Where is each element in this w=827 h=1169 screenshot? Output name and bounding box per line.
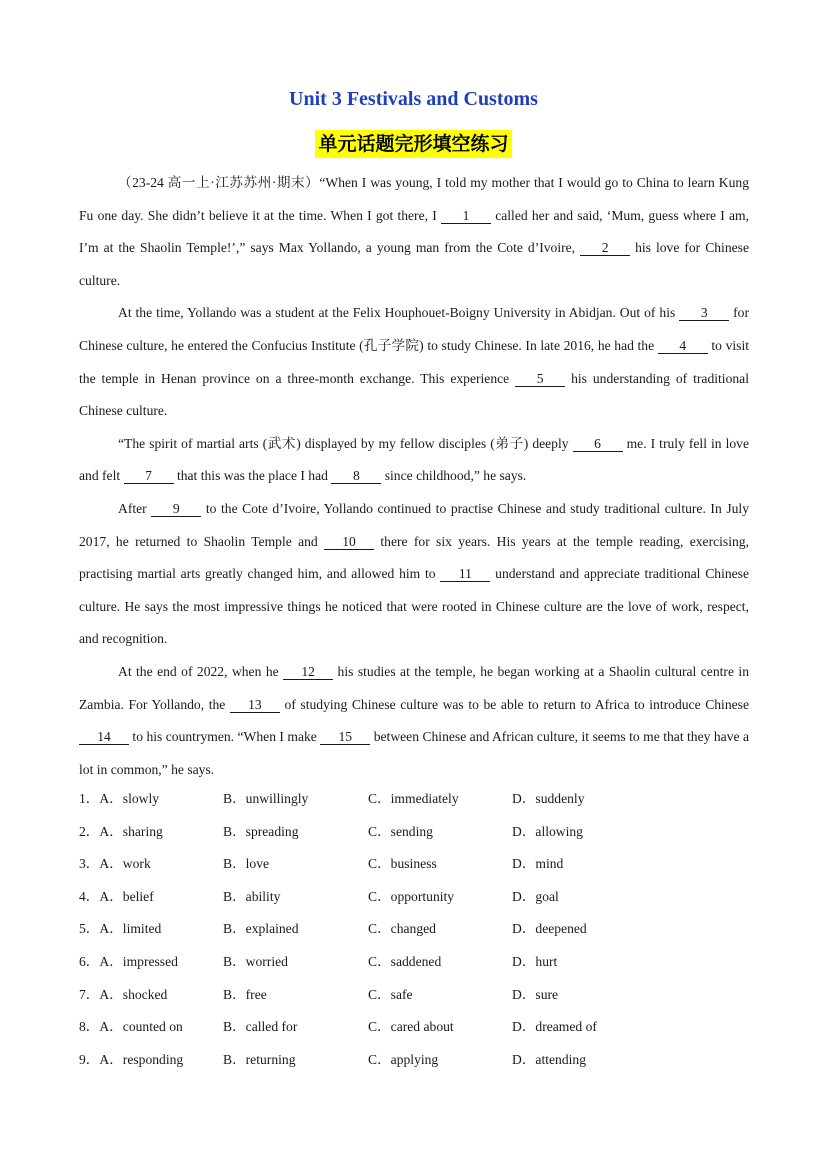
option-d: D．goal — [512, 888, 559, 904]
option-c: C．changed — [368, 921, 436, 937]
blank-12: 12 — [283, 664, 333, 680]
paragraph-4 — [79, 493, 749, 656]
blank-13: 13 — [230, 697, 280, 713]
option-b: B．love — [223, 856, 270, 872]
option-row-9 — [79, 1044, 749, 1077]
question-number: 6． — [79, 953, 100, 969]
text-segment: At the time, Yollando was a student at the Felix Houphouet-Boigny University in Abidjan. Out of his — [118, 305, 680, 321]
blank-3: 3 — [679, 305, 729, 321]
blank-10: 10 — [324, 534, 374, 550]
text-segment: between Chinese and African culture, it seems to me that they have a lot in common,” he says. — [79, 729, 749, 777]
question-number: 8． — [79, 1019, 100, 1035]
option-a-text: A．work — [99, 856, 151, 872]
blank-7: 7 — [124, 468, 174, 484]
option-b: B．explained — [223, 921, 299, 937]
option-d: D．deepened — [512, 921, 587, 937]
option-row-6 — [79, 946, 749, 979]
text-segment: that this was the place I had — [173, 468, 332, 484]
option-a-text: A．limited — [99, 921, 162, 937]
page-subtitle: 单元话题完形填空练习 — [315, 130, 511, 158]
option-a — [79, 783, 159, 816]
blank-14: 14 — [79, 729, 129, 745]
paragraph-2 — [79, 297, 749, 427]
option-c: C．safe — [368, 986, 413, 1002]
option-a-text: A．slowly — [99, 791, 160, 806]
text-segment: his understanding of traditional Chinese culture. — [79, 370, 749, 419]
option-d: D．allowing — [512, 823, 583, 839]
option-a — [79, 1011, 183, 1044]
blank-6: 6 — [573, 436, 623, 452]
text-segment: At the end of 2022, when he — [118, 663, 284, 679]
option-a — [79, 979, 167, 1012]
text-segment: （23-24 高一上·江苏苏州·期末）“When I was young, I told my mother that I would go to China to learn Kung Fu one day. She didn’t believe it at the time. When I got there, I — [79, 175, 749, 223]
question-number: 3． — [79, 856, 100, 872]
option-row-4 — [79, 881, 749, 914]
option-c: C．opportunity — [368, 888, 455, 904]
option-c: C．saddened — [368, 953, 442, 969]
text-segment: “The spirit of martial arts (武术) displayed by my fellow disciples (弟子) deeply — [118, 435, 573, 451]
option-d: D．dreamed of — [512, 1019, 597, 1035]
option-b: B．spreading — [223, 823, 299, 839]
question-number: 1． — [79, 791, 100, 806]
option-b: B．returning — [223, 1051, 296, 1067]
text-segment: for Chinese culture, he entered the Confucius Institute (孔子学院) to study Chinese. In late 2016, he had the — [79, 305, 750, 353]
option-c: C．business — [368, 856, 437, 872]
question-number: 2． — [79, 823, 100, 839]
option-d: D．sure — [512, 986, 559, 1002]
question-number: 7． — [79, 986, 100, 1002]
subtitle-wrap — [0, 130, 827, 158]
text-segment: called her and said, ‘Mum, guess where I am, I’m at the Shaolin Temple!’,” says Max Yollando, a young man from the Cote d’Ivoire, — [79, 207, 749, 256]
paragraph-3 — [79, 428, 749, 493]
text-segment: to his countrymen. “When I make — [129, 729, 321, 745]
option-a-text: A．responding — [99, 1051, 184, 1067]
option-row-7 — [79, 979, 749, 1012]
option-a-text: A．counted on — [99, 1019, 183, 1035]
blank-8: 8 — [331, 468, 381, 484]
option-a — [79, 946, 178, 979]
option-row-1 — [79, 783, 749, 816]
option-d: D．mind — [512, 856, 564, 872]
option-c: C．applying — [368, 1051, 439, 1067]
text-segment: his love for Chinese culture. — [79, 240, 749, 288]
option-a-text: A．shocked — [99, 986, 168, 1002]
option-d: D．attending — [512, 1051, 586, 1067]
option-b: B．free — [223, 986, 267, 1002]
option-b: B．worried — [223, 953, 288, 969]
option-c: C．immediately — [368, 791, 459, 806]
option-c: C．cared about — [368, 1019, 454, 1035]
text-segment: me. I truly fell in love and felt — [79, 435, 749, 484]
option-a — [79, 1044, 183, 1077]
blank-9: 9 — [151, 501, 201, 517]
blank-2: 2 — [580, 240, 630, 256]
text-segment: since childhood,” he says. — [381, 468, 527, 484]
text-segment: After — [118, 500, 152, 516]
paragraph-1 — [79, 167, 749, 297]
option-a — [79, 816, 163, 849]
question-number: 5． — [79, 921, 100, 937]
option-b: B．unwillingly — [223, 791, 309, 806]
option-a — [79, 913, 161, 946]
option-b: B．ability — [223, 888, 281, 904]
option-a — [79, 881, 154, 914]
cloze-passage — [79, 167, 749, 786]
text-segment: understand and appreciate traditional Chinese culture. He says the most impressive things he noticed that were rooted in Chinese culture are the love of work, respect, and recognition. — [79, 566, 749, 647]
question-number: 4． — [79, 888, 100, 904]
option-row-5 — [79, 913, 749, 946]
option-a-text: A．belief — [99, 888, 154, 904]
blank-4: 4 — [658, 338, 708, 354]
option-c: C．sending — [368, 823, 433, 839]
text-segment: to the Cote d’Ivoire, Yollando continued to practise Chinese and study traditional culture. In July 2017, he returned to Shaolin Temple and — [79, 500, 749, 549]
text-segment: there for six years. His years at the temple reading, exercising, practising martial arts greatly changed him, and allowed him to — [79, 533, 749, 582]
question-number: 9． — [79, 1051, 100, 1067]
text-segment: his studies at the temple, he began working at a Shaolin cultural centre in Zambia. For Yollando, the — [79, 663, 749, 712]
blank-11: 11 — [440, 566, 490, 582]
text-segment: to visit the temple in Henan province on a three-month exchange. This experience — [79, 337, 750, 386]
option-b: B．called for — [223, 1019, 298, 1035]
option-d: D．hurt — [512, 953, 558, 969]
option-a — [79, 848, 151, 881]
option-a-text: A．sharing — [99, 823, 163, 839]
option-row-2 — [79, 816, 749, 849]
paragraph-5 — [79, 656, 749, 786]
blank-1: 1 — [441, 208, 491, 224]
page-title: Unit 3 Festivals and Customs — [289, 88, 538, 110]
option-d: D．suddenly — [512, 791, 585, 806]
option-a-text: A．impressed — [99, 953, 178, 969]
blank-15: 15 — [320, 729, 370, 745]
text-segment: of studying Chinese culture was to be able to return to Africa to introduce Chinese — [279, 696, 749, 712]
answer-options — [79, 783, 749, 1076]
option-row-8 — [79, 1011, 749, 1044]
blank-5: 5 — [515, 371, 565, 387]
option-row-3 — [79, 848, 749, 881]
